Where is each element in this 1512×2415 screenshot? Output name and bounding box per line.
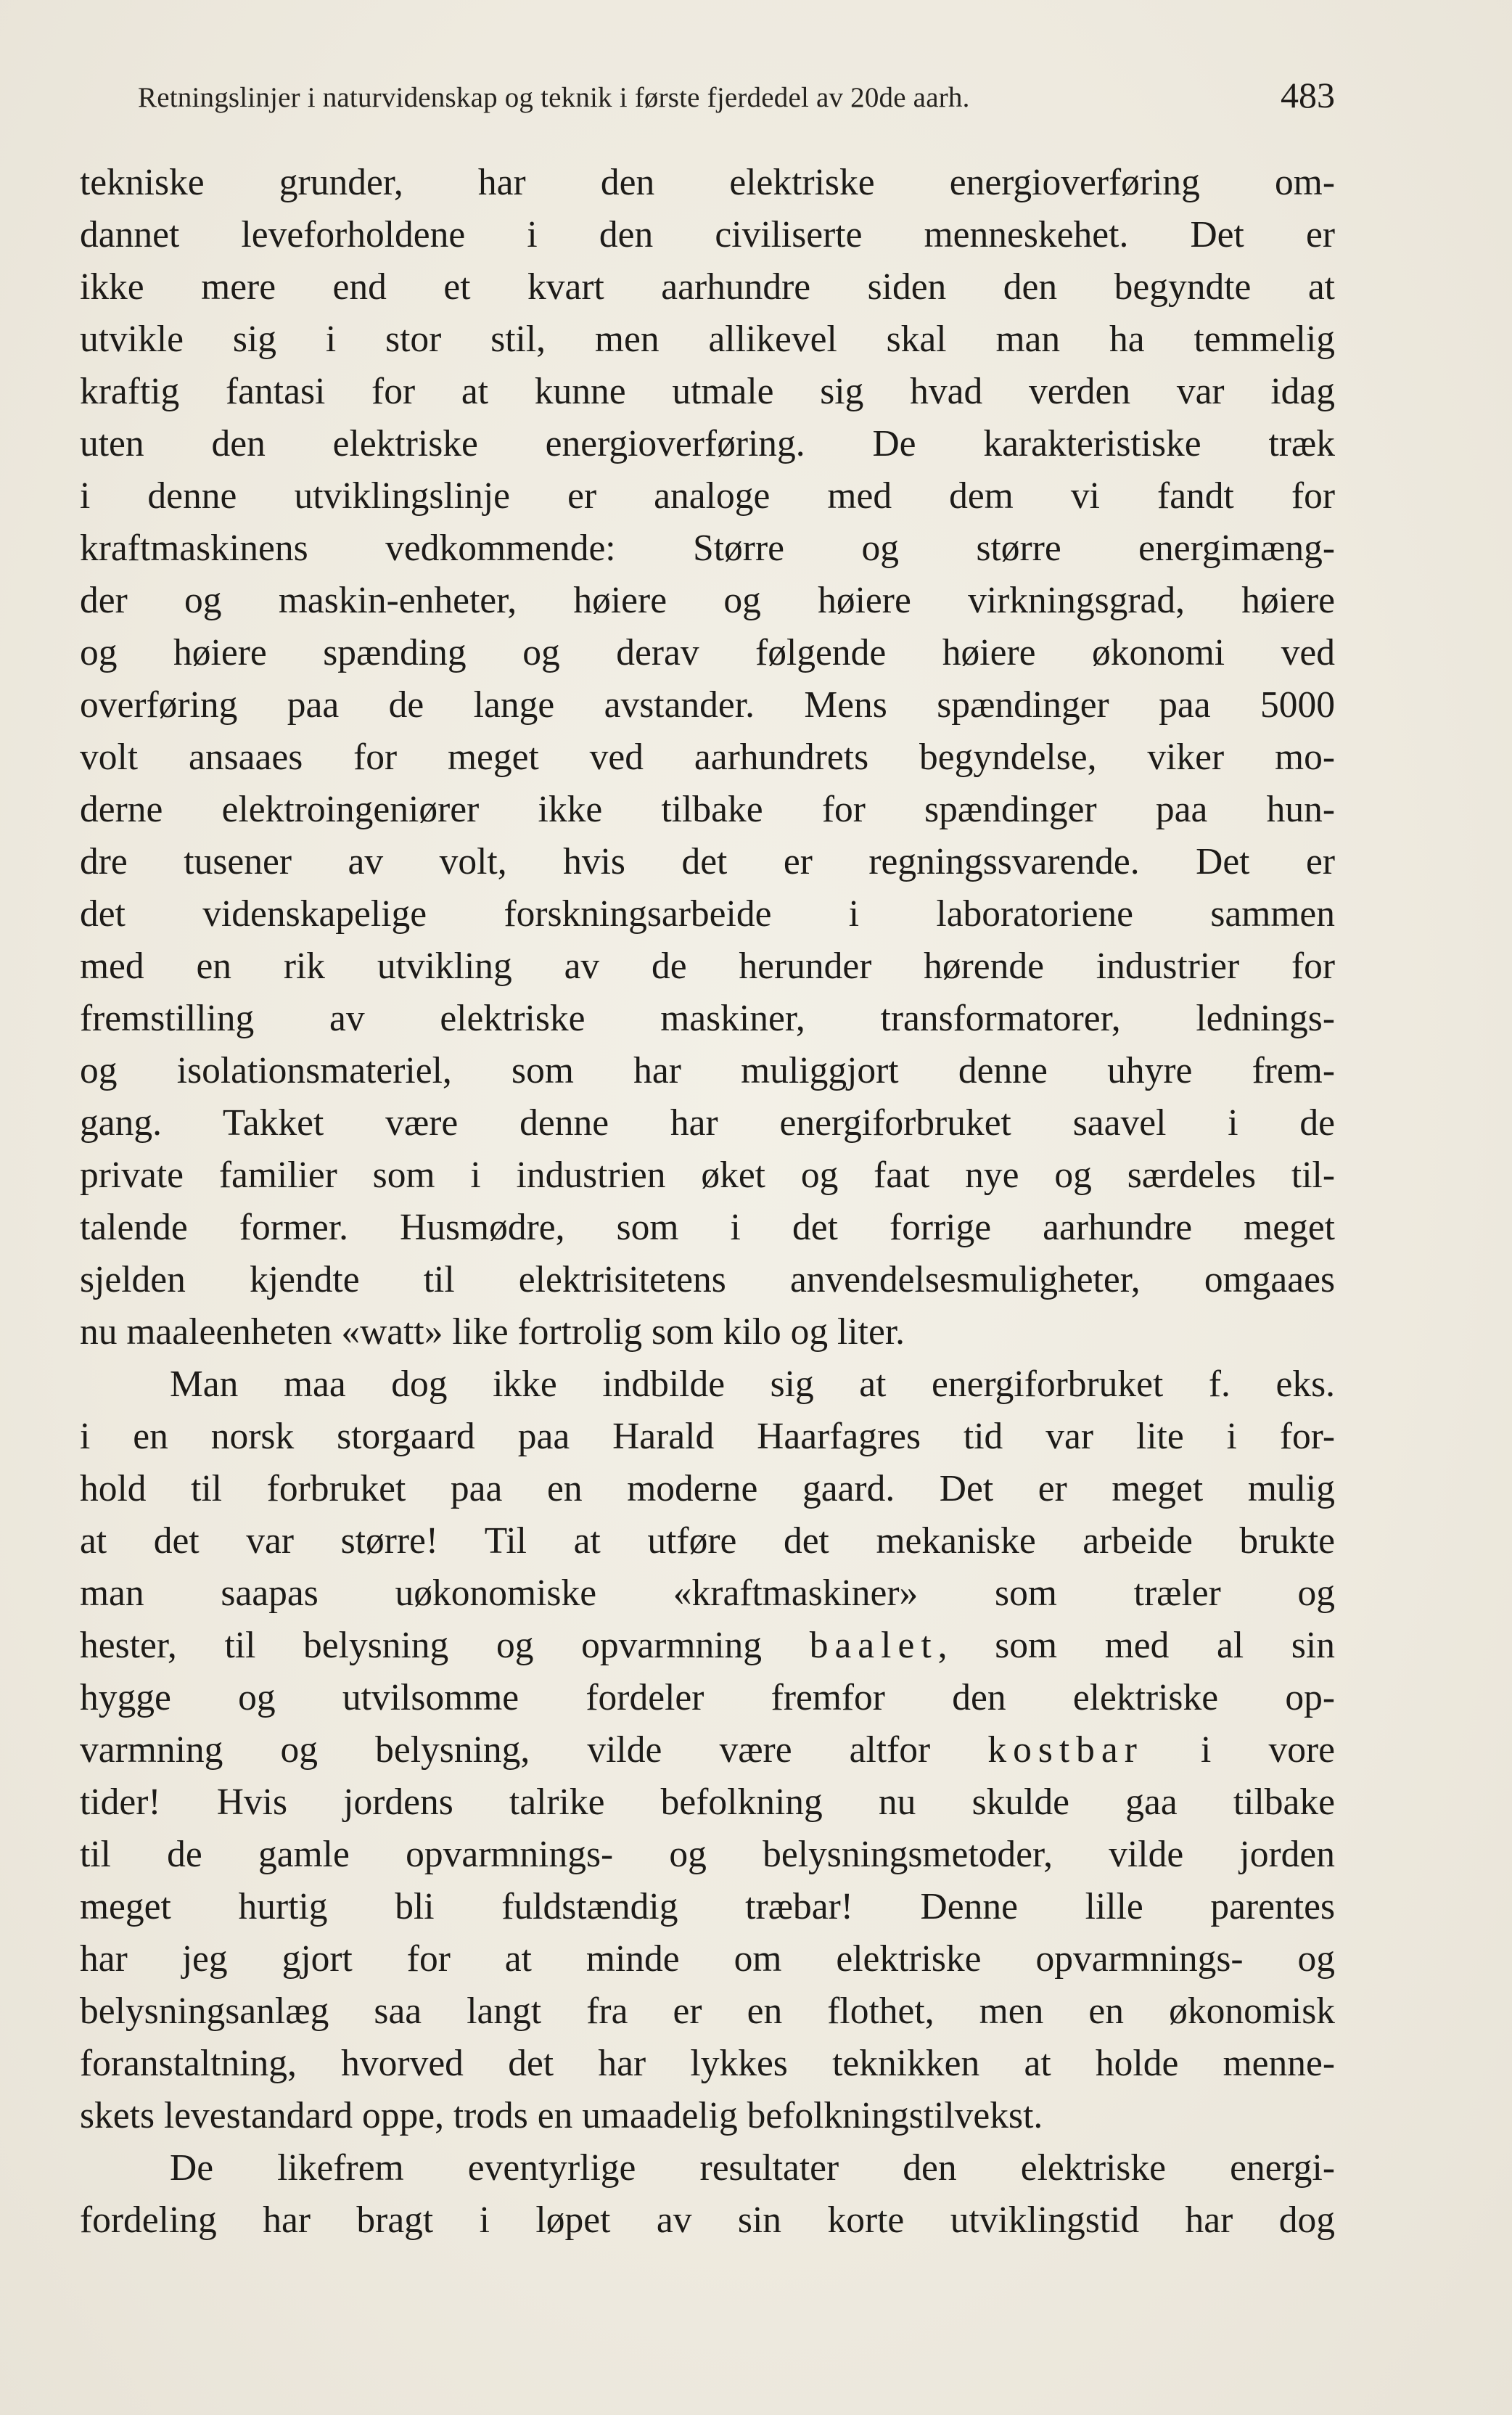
text-fragment: varmning og belysning, vilde være altfor — [80, 1729, 988, 1771]
text-line: kraftmaskinens vedkommende: Større og større energimæng- — [80, 528, 1335, 569]
paragraph-end-line: nu maaleenheten «watt» like fortrolig som kilo og liter. — [80, 1311, 905, 1353]
text-line: meget hurtig bli fuldstændig træbar! Denne lille parentes — [80, 1886, 1335, 1927]
text-line: fremstilling av elektriske maskiner, transformatorer, lednings- — [80, 998, 1335, 1039]
text-line: i en norsk storgaard paa Harald Haarfagres tid var lite i for- — [80, 1416, 1335, 1457]
text-line: tekniske grunder, har den elektriske energioverføring om- — [80, 162, 1335, 203]
text-line: det videnskapelige forskningsarbeide i laboratoriene sammen — [80, 893, 1335, 935]
text-line: med en rik utvikling av de herunder hørende industrier for — [80, 946, 1335, 987]
text-line: har jeg gjort for at minde om elektriske opvarmnings- og — [80, 1938, 1335, 1980]
paragraph-end-line: skets levestandard oppe, trods en umaadelig befolkningstilvekst. — [80, 2095, 1043, 2136]
text-line-spaced — [80, 1620, 1335, 1672]
text-line: uten den elektriske energioverføring. De karakteristiske træk — [80, 423, 1335, 464]
text-line: at det var større! Til at utføre det mekaniske arbeide brukte — [80, 1520, 1335, 1562]
text-line: man saapas uøkonomiske «kraftmaskiner» som træler og — [80, 1573, 1335, 1614]
text-fragment: i vore — [1143, 1729, 1335, 1771]
text-line: der og maskin-enheter, høiere og høiere virkningsgrad, høiere — [80, 580, 1335, 621]
page-number: 483 — [1281, 75, 1335, 115]
running-title: Retningslinjer i naturvidenskap og teknik i første fjerdedel av 20de aarh. — [138, 82, 970, 113]
text-line: derne elektroingeniører ikke tilbake for spændinger paa hun- — [80, 789, 1335, 830]
page-header — [138, 74, 1335, 125]
text-line: ikke mere end et kvart aarhundre siden den begyndte at — [80, 266, 1335, 308]
text-line: talende former. Husmødre, som i det forrige aarhundre meget — [80, 1207, 1335, 1248]
text-fragment: hester, til belysning og opvarmning — [80, 1625, 810, 1666]
text-line: hold til forbruket paa en moderne gaard. Det er meget mulig — [80, 1468, 1335, 1509]
text-line: til de gamle opvarmnings- og belysningsmetoder, vilde jorden — [80, 1834, 1335, 1875]
text-fragment: , som med al sin — [937, 1625, 1335, 1666]
paragraph-start-line: Man maa dog ikke indbilde sig at energiforbruket f. eks. — [170, 1364, 1335, 1405]
text-line: foranstaltning, hvorved det har lykkes teknikken at holde menne- — [80, 2043, 1335, 2084]
spaced-word-kostbar: kostbar — [987, 1729, 1143, 1771]
text-line: overføring paa de lange avstander. Mens spændinger paa 5000 — [80, 684, 1335, 726]
text-line: dre tusener av volt, hvis det er regningssvarende. Det er — [80, 841, 1335, 882]
text-line: belysningsanlæg saa langt fra er en flothet, men en økonomisk — [80, 1990, 1335, 2032]
text-line: volt ansaaes for meget ved aarhundrets begyndelse, viker mo- — [80, 737, 1335, 778]
text-line: tider! Hvis jordens talrike befolkning nu skulde gaa tilbake — [80, 1781, 1335, 1823]
text-line: og isolationsmateriel, som har muliggjort denne uhyre frem- — [80, 1050, 1335, 1091]
text-line: private familier som i industrien øket og faat nye og særdeles til- — [80, 1155, 1335, 1196]
text-line: gang. Takket være denne har energiforbruket saavel i de — [80, 1102, 1335, 1144]
text-line: og høiere spænding og derav følgende høiere økonomi ved — [80, 632, 1335, 673]
paragraph-start-line: De likefrem eventyrlige resultater den elektriske energi- — [170, 2147, 1335, 2189]
text-line-spaced — [80, 1724, 1335, 1776]
text-line: kraftig fantasi for at kunne utmale sig hvad verden var idag — [80, 371, 1335, 412]
text-line: fordeling har bragt i løpet av sin korte utviklingstid har dog — [80, 2199, 1335, 2241]
text-line: sjelden kjendte til elektrisitetens anvendelsesmuligheter, omgaaes — [80, 1259, 1335, 1300]
text-line: i denne utviklingslinje er analoge med dem vi fandt for — [80, 475, 1335, 517]
spaced-word-baalet: baalet — [809, 1625, 938, 1666]
text-line: dannet leveforholdene i den civiliserte menneskehet. Det er — [80, 214, 1335, 255]
body-text — [80, 157, 1335, 2247]
text-line: utvikle sig i stor stil, men allikevel skal man ha temmelig — [80, 319, 1335, 360]
text-line: hygge og utvilsomme fordeler fremfor den elektriske op- — [80, 1677, 1335, 1718]
